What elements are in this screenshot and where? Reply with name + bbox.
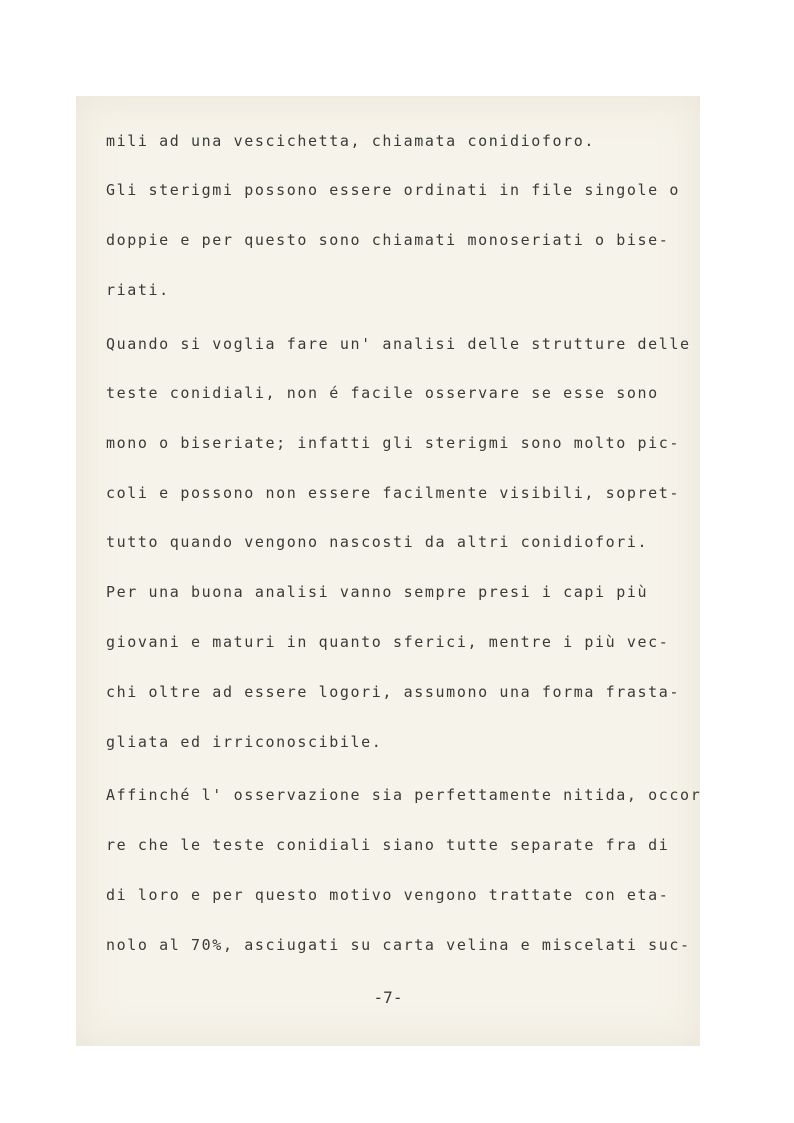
text-line: chi oltre ad essere logori, assumono una forma frasta- [106,683,681,701]
text-line: riati. [106,281,170,299]
text-line: di loro e per questo motivo vengono trattate con eta- [106,886,670,904]
typewritten-page [76,96,700,1046]
text-line: mono o biseriate; infatti gli sterigmi sono molto pic- [106,434,681,452]
text-line: Gli sterigmi possono essere ordinati in file singole o [106,181,681,199]
text-line: teste conidiali, non é facile osservare se esse sono [106,384,659,402]
text-line: tutto quando vengono nascosti da altri conidiofori. [106,533,649,551]
text-line: mili ad una vescichetta, chiamata conidioforo. [106,132,596,150]
text-line: Affinché l' osservazione sia perfettamente nitida, occor [106,786,702,804]
text-line: re che le teste conidiali siano tutte separate fra di [106,836,670,854]
text-line: Per una buona analisi vanno sempre presi i capi più [106,583,649,601]
text-line: gliata ed irriconoscibile. [106,733,383,751]
text-line: Quando si voglia fare un' analisi delle strutture delle [106,335,691,353]
text-line: coli e possono non essere facilmente visibili, sopret- [106,484,681,502]
page-number: -7- [373,988,403,1007]
text-line: nolo al 70%, asciugati su carta velina e miscelati suc- [106,936,691,954]
text-line: doppie e per questo sono chiamati monoseriati o bise- [106,231,670,249]
text-line: giovani e maturi in quanto sferici, mentre i più vec- [106,633,670,651]
